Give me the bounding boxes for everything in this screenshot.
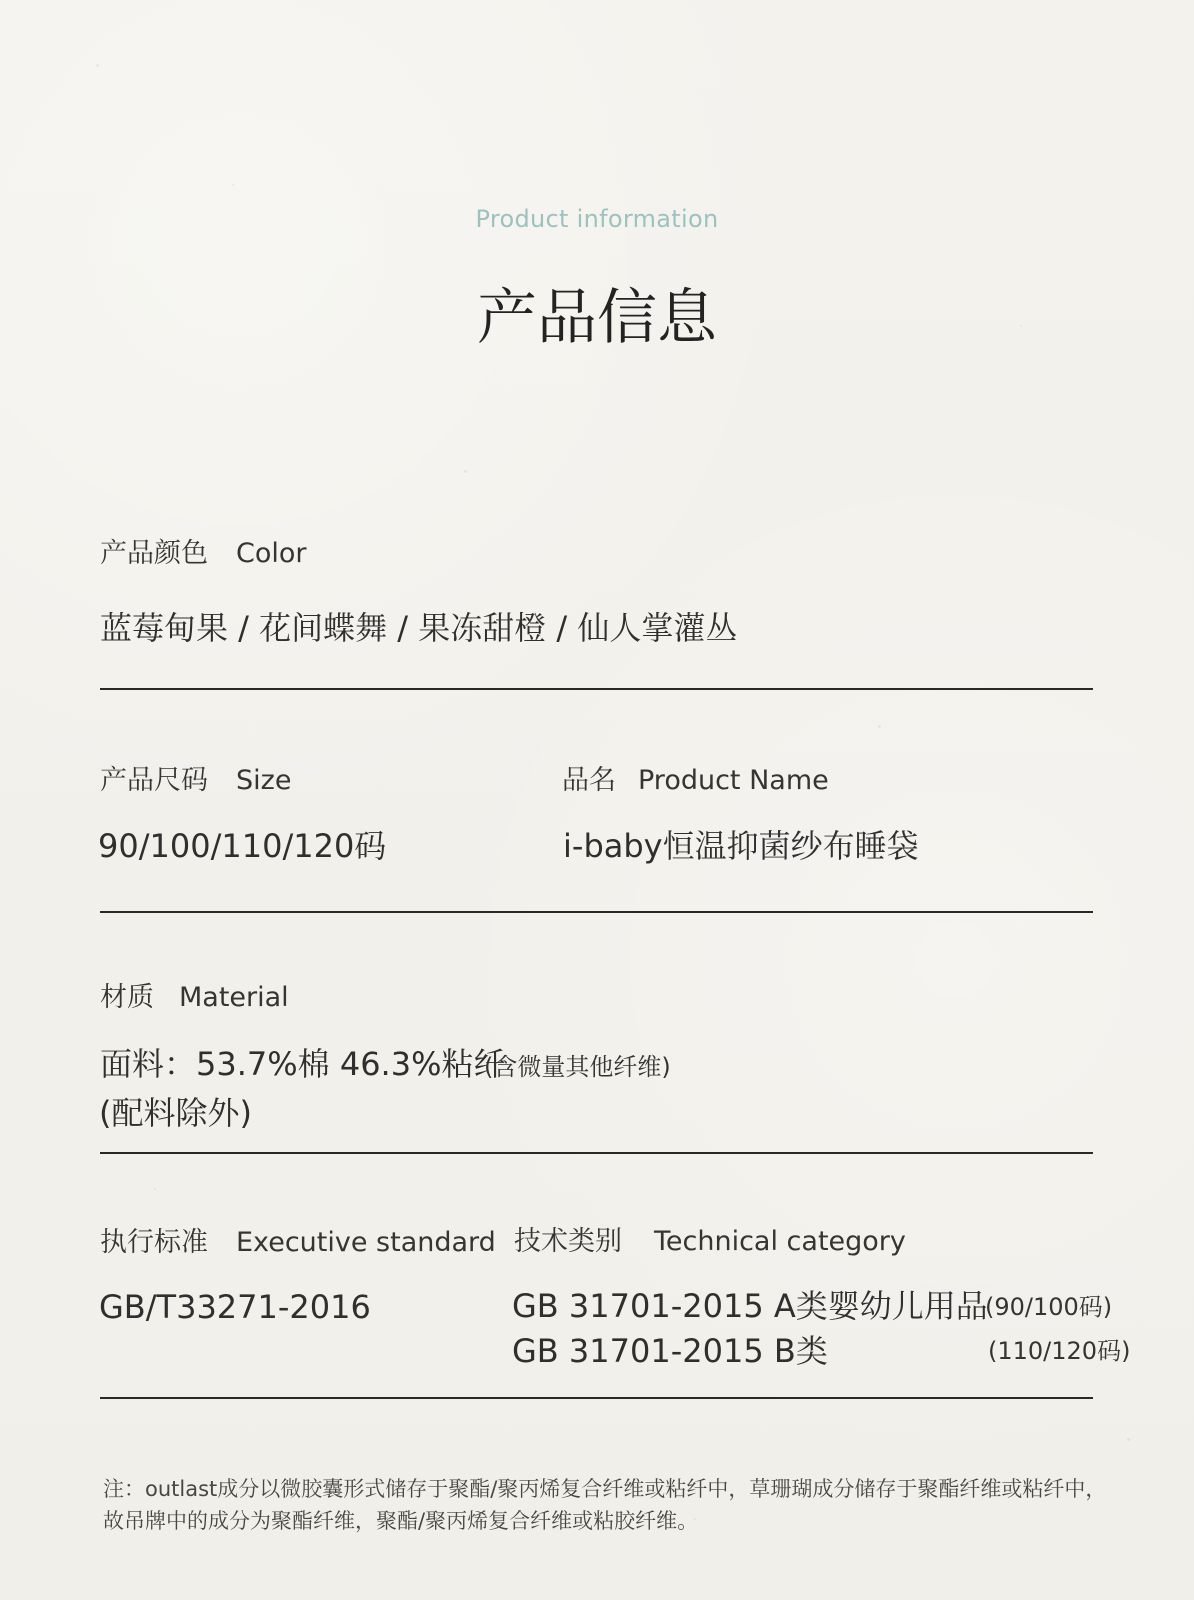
composition-note: 注：outlast成分以微胶囊形式储存于聚酯/聚丙烯复合纤维或粘纤中，草珊瑚成分储存于聚酯纤维或粘纤中，故吊牌中的成分为聚酯纤维，聚酯/聚丙烯复合纤维或粘胶纤维。	[103, 1477, 1107, 1533]
product-name-value: i-baby恒温抑菌纱布睡袋	[563, 827, 919, 865]
material-divider	[100, 1152, 1093, 1154]
paper-speck	[154, 1188, 156, 1190]
material-note: (含微量其他纤维)	[484, 1053, 671, 1081]
color-label-cn: 产品颜色	[100, 538, 208, 569]
technical-label-cn: 技术类别	[514, 1226, 622, 1257]
standard-label-cn: 执行标准	[100, 1227, 208, 1258]
size-value: 90/100/110/120码	[98, 827, 387, 865]
page-eyebrow: Product information	[475, 205, 719, 233]
paper-speck	[464, 470, 467, 473]
material-exclusion: (配料除外)	[99, 1094, 252, 1132]
paper-speck	[1127, 1438, 1130, 1441]
color-value: 蓝莓甸果 / 花间蝶舞 / 果冻甜橙 / 仙人掌灌丛	[100, 609, 738, 647]
standard-technical-divider	[100, 1397, 1093, 1399]
size-name-divider	[100, 911, 1093, 913]
product-name-label-cn: 品名	[562, 765, 616, 796]
paper-speck	[232, 184, 234, 186]
technical-size-b: (110/120码)	[988, 1337, 1131, 1365]
standard-value: GB/T33271-2016	[99, 1288, 371, 1326]
paper-speck	[96, 64, 99, 67]
size-label-en: Size	[236, 765, 292, 796]
page-title: 产品信息	[477, 283, 717, 353]
material-label-en: Material	[179, 982, 289, 1013]
material-label-cn: 材质	[100, 982, 154, 1013]
color-divider	[100, 688, 1093, 690]
product-name-label-en: Product Name	[638, 765, 829, 796]
technical-category-a: GB 31701-2015 A类婴幼儿用品	[512, 1287, 988, 1325]
paper-speck	[878, 725, 881, 728]
technical-label-en: Technical category	[654, 1226, 906, 1257]
standard-label-en: Executive standard	[236, 1227, 496, 1258]
material-fabric-value: 面料：53.7%棉 46.3%粘纤	[100, 1045, 506, 1083]
technical-category-b: GB 31701-2015 B类	[512, 1332, 828, 1370]
color-label-en: Color	[236, 538, 307, 569]
technical-size-a: (90/100码)	[985, 1293, 1113, 1321]
size-label-cn: 产品尺码	[100, 765, 208, 796]
